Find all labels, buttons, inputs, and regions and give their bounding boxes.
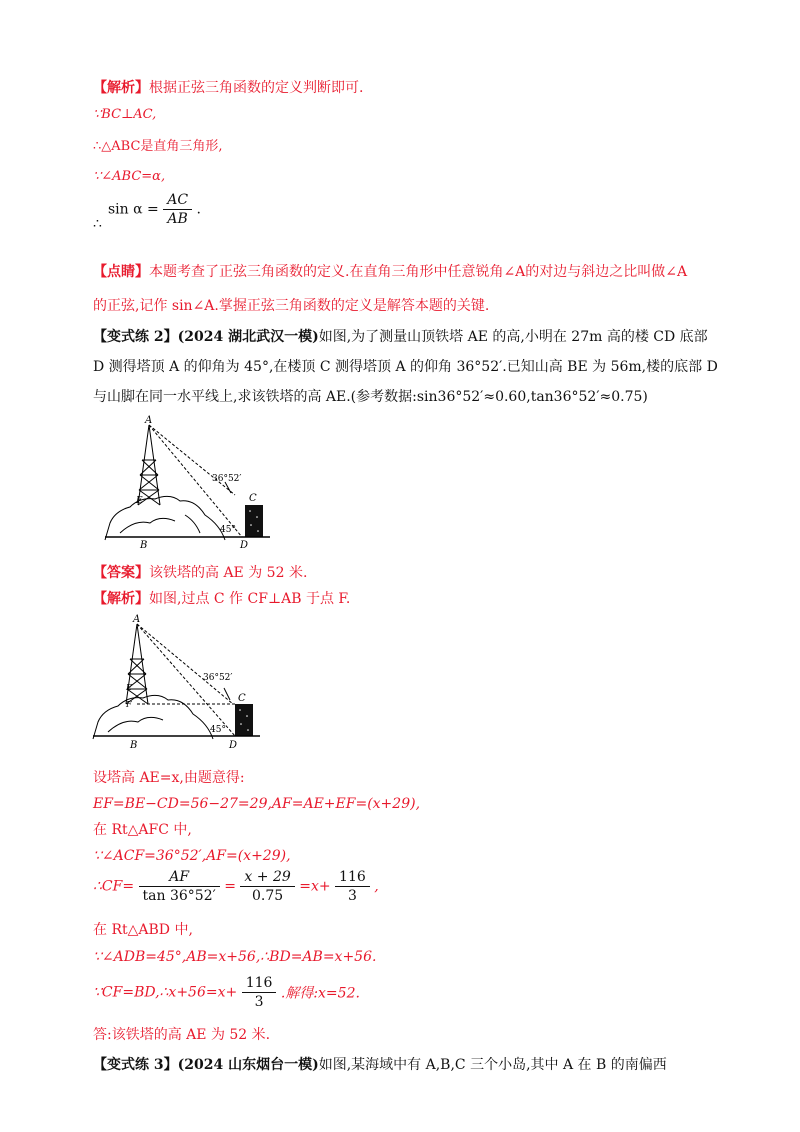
solution-line3: 在 Rt△AFC 中, <box>93 822 192 838</box>
therefore-symbol: ∴ <box>93 216 102 232</box>
solution-line7: ∵∠ADB=45°,AB=x+56,∴BD=AB=x+56. <box>93 949 377 965</box>
label-a: A <box>145 415 153 426</box>
answer2 <box>93 563 307 583</box>
fraction-denominator: 3 <box>347 888 357 904</box>
equals-2: =x+ <box>299 878 331 895</box>
analysis2-text: 如图,过点 C 作 CF⊥AB 于点 F. <box>149 591 351 607</box>
angle-label-1: 36°52′ <box>203 673 233 683</box>
problem3-source: (2024 山东烟台一模) <box>177 1057 319 1073</box>
label-f: F <box>126 700 132 709</box>
label-e: E <box>136 496 143 506</box>
problem3-line <box>93 1055 667 1075</box>
answer-text: 该铁塔的高 AE 为 52 米. <box>149 565 308 581</box>
comma: , <box>374 878 379 895</box>
solution-line6: 在 Rt△ABD 中, <box>93 922 193 938</box>
problem2-line2: D 测得塔顶 A 的仰角为 45°,在楼顶 C 测得塔顶 A 的仰角 36°52′.已知山高 BE 为 56m,楼的底部 D <box>93 359 718 375</box>
label-d: D <box>240 540 249 550</box>
problem2-tag: 【变式练 2】 <box>93 329 178 345</box>
cf-fraction-3 <box>335 868 370 905</box>
cf-fraction-1 <box>139 868 220 905</box>
comment-line2: 的正弦,记作 sin∠A.掌握正弦三角函数的定义是解答本题的关键. <box>93 298 490 314</box>
problem3-text: 如图,某海域中有 A,B,C 三个小岛,其中 A 在 B 的南偏西 <box>318 1057 667 1073</box>
analysis1-line3: ∵∠ABC=α, <box>93 169 166 184</box>
fraction-denominator: tan 36°52′ <box>142 888 216 904</box>
sine-formula <box>108 191 201 228</box>
analysis2-tag: 【解析】 <box>93 591 149 607</box>
solution-line2: EF=BE−CD=56−27=29,AF=AE+EF=(x+29), <box>93 796 421 812</box>
solution-line1: 设塔高 AE=x,由题意得: <box>93 770 245 786</box>
analysis2 <box>93 589 350 609</box>
fraction-numerator: AC <box>163 191 192 210</box>
label-c: C <box>249 493 257 504</box>
solution-answer: 答:该铁塔的高 AE 为 52 米. <box>93 1027 271 1043</box>
label-b: B <box>140 540 148 550</box>
angle-label-1: 36°52′ <box>212 474 242 484</box>
label-e: E <box>126 683 132 692</box>
fraction-denominator: 0.75 <box>252 888 284 904</box>
sine-lhs: sin α = <box>108 201 159 218</box>
answer-tag: 【答案】 <box>93 565 149 581</box>
comment-line1 <box>93 262 687 282</box>
problem2-source: (2024 湖北武汉一模) <box>177 329 319 345</box>
label-d: D <box>229 740 238 750</box>
sine-fraction <box>163 191 192 228</box>
angle-label-2: 45° <box>210 725 226 735</box>
fraction-denominator: 3 <box>254 994 264 1010</box>
label-a: A <box>133 614 141 625</box>
problem2-text-1: 如图,为了测量山顶铁塔 AE 的高,小明在 27m 高的楼 CD 底部 <box>318 329 708 345</box>
comment-tag: 【点睛】 <box>93 264 149 280</box>
problem3-tag: 【变式练 3】 <box>93 1057 178 1073</box>
angle-label-2: 45° <box>220 525 236 535</box>
solution-line4: ∵∠ACF=36°52′,AF=(x+29), <box>93 848 291 864</box>
fraction-numerator: AF <box>139 868 220 887</box>
cf-formula <box>93 868 379 905</box>
fraction-numerator: 116 <box>242 974 277 993</box>
final-fraction <box>242 974 277 1011</box>
analysis1-line2: ∴△ABC是直角三角形, <box>93 139 223 154</box>
problem2-line3: 与山脚在同一水平线上,求该铁塔的高 AE.(参考数据:sin36°52′≈0.60,tan36°52′≈0.75) <box>93 389 648 405</box>
label-c: C <box>238 693 246 704</box>
label-b: B <box>130 740 138 750</box>
tower-figure-1 <box>100 415 275 550</box>
problem2-line1 <box>93 327 708 347</box>
fraction-denominator: AB <box>167 211 188 227</box>
analysis1-line1: ∵BC⊥AC, <box>93 107 157 122</box>
building-2 <box>235 704 253 736</box>
final-equation <box>93 974 360 1011</box>
analysis-intro-text: 根据正弦三角函数的定义判断即可. <box>149 80 364 96</box>
final-suffix: .解得:x=52. <box>280 985 360 1002</box>
final-prefix: ∵CF=BD,∴x+56=x+ <box>93 984 238 1001</box>
building-1 <box>245 505 263 537</box>
sine-end: . <box>196 201 201 218</box>
analysis1-intro <box>93 78 363 98</box>
cf-fraction-2 <box>240 868 294 905</box>
fraction-numerator: 116 <box>335 868 370 887</box>
cf-prefix: ∴CF= <box>93 878 135 895</box>
comment-text-1: 本题考查了正弦三角函数的定义.在直角三角形中任意锐角∠A的对边与斜边之比叫做∠A <box>149 264 688 280</box>
fraction-numerator: x + 29 <box>240 868 294 887</box>
tower-figure-2 <box>88 614 263 750</box>
analysis-tag: 【解析】 <box>93 80 149 96</box>
equals-1: = <box>224 878 236 895</box>
